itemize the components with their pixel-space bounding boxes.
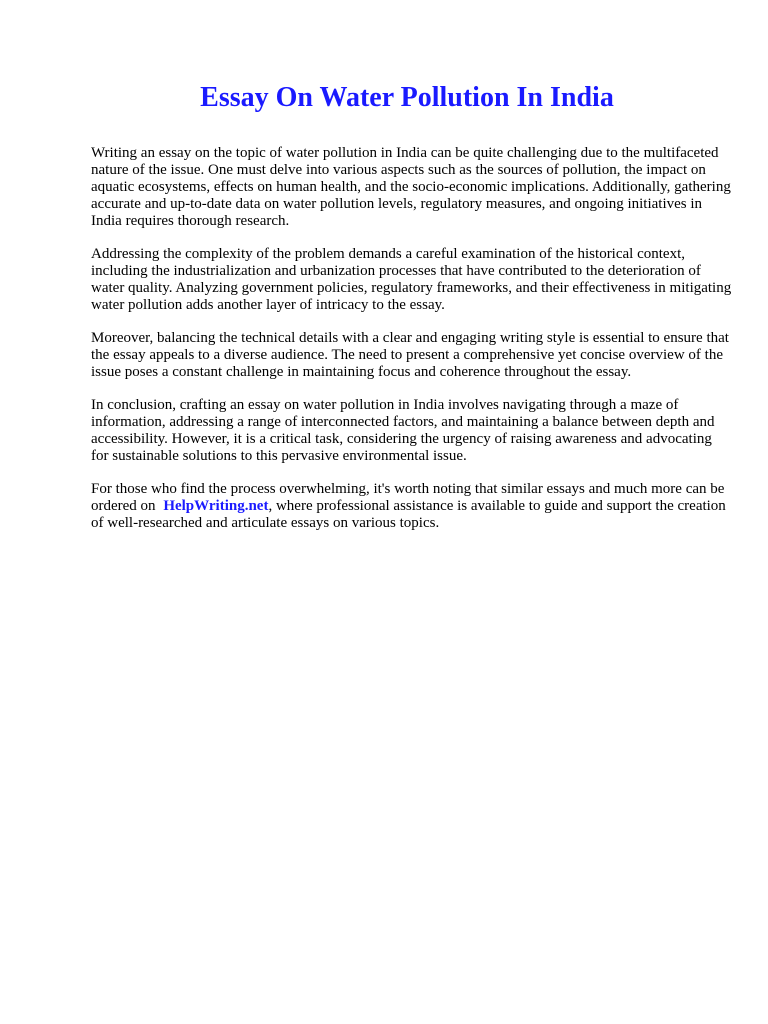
document-body <box>91 145 733 548</box>
paragraph-4: In conclusion, crafting an essay on water pollution in India involves navigating through a maze of information, addressing a range of interconnected factors, and maintaining a balance between depth and accessibility. However, it is a critical task, considering the urgency of raising awareness and advocating for sustainable solutions to this pervasive environmental issue. <box>91 397 715 464</box>
paragraph-5 <box>91 481 733 532</box>
paragraph-2: Addressing the complexity of the problem demands a careful examination of the historical context, including the industrialization and urbanization processes that have contributed to the deterioration of water quality. Analyzing government policies, regulatory frameworks, and their effectiveness in mitigating water pollution adds another layer of intricacy to the essay. <box>91 246 732 313</box>
paragraph-5-text-before-link: For those who find the process overwhelming, it's worth noting that similar essays and much more can be ordered on <box>91 481 725 514</box>
page-title: Essay On Water Pollution In India <box>200 82 614 113</box>
paragraph-5-text-after-link: , where professional assistance is available to guide and support the creation of well-researched and articulate essays on various topics. <box>91 498 726 531</box>
paragraph-3: Moreover, balancing the technical details with a clear and engaging writing style is essential to ensure that the essay appeals to a diverse audience. The need to present a comprehensive yet concise overview of the issue poses a constant challenge in maintaining focus and coherence throughout the essay. <box>91 330 729 380</box>
paragraph-1: Writing an essay on the topic of water pollution in India can be quite challenging due to the multifaceted nature of the issue. One must delve into various aspects such as the sources of pollution, the impact on aquatic ecosystems, effects on human health, and the socio-economic implications. Additionally, gathering accurate and up-to-date data on water pollution levels, regulatory measures, and ongoing initiatives in India requires thorough research. <box>91 145 731 229</box>
helpwriting-link[interactable]: HelpWriting.net <box>163 498 269 514</box>
